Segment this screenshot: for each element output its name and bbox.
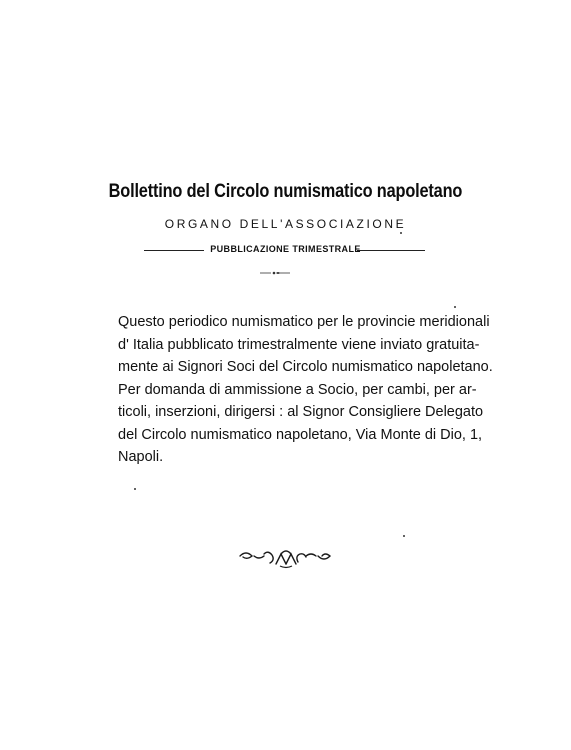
paragraph-2-line: Napoli. (118, 449, 164, 465)
periodicity-label: PUBBLICAZIONE TRIMESTRALE (210, 244, 361, 254)
paragraph-1 (118, 311, 493, 379)
paragraph-2-line: Per domanda di ammissione a Socio, per cambi, per ar- (118, 381, 477, 398)
paragraph-1-line: mente ai Signori Soci del Circolo numismatico napoletano. (118, 359, 493, 375)
body-text (118, 311, 493, 469)
paper-speck (403, 535, 405, 537)
right-rule (357, 250, 425, 251)
small-fleuron-icon (260, 270, 290, 276)
paragraph-1-line: d' Italia pubblicato trimestralmente viene inviato gratuita- (118, 336, 480, 353)
paragraph-2 (118, 379, 484, 469)
paragraph-2-line: ticoli, inserzioni, dirigersi : al Signor Consigliere Delegato (118, 404, 484, 420)
paper-speck (134, 488, 136, 490)
document-subtitle: ORGANO DELL'ASSOCIAZIONE (164, 217, 407, 231)
paragraph-2-line: del Circolo numismatico napoletano, Via Monte di Dio, 1, (118, 426, 483, 443)
document-title: Bollettino del Circolo numismatico napoletano (108, 181, 463, 202)
paper-speck (400, 232, 402, 234)
paragraph-1-line: Questo periodico numismatico per le provincie meridionali (118, 314, 490, 330)
paper-speck (454, 306, 456, 308)
decorative-tailpiece-icon (236, 546, 336, 570)
